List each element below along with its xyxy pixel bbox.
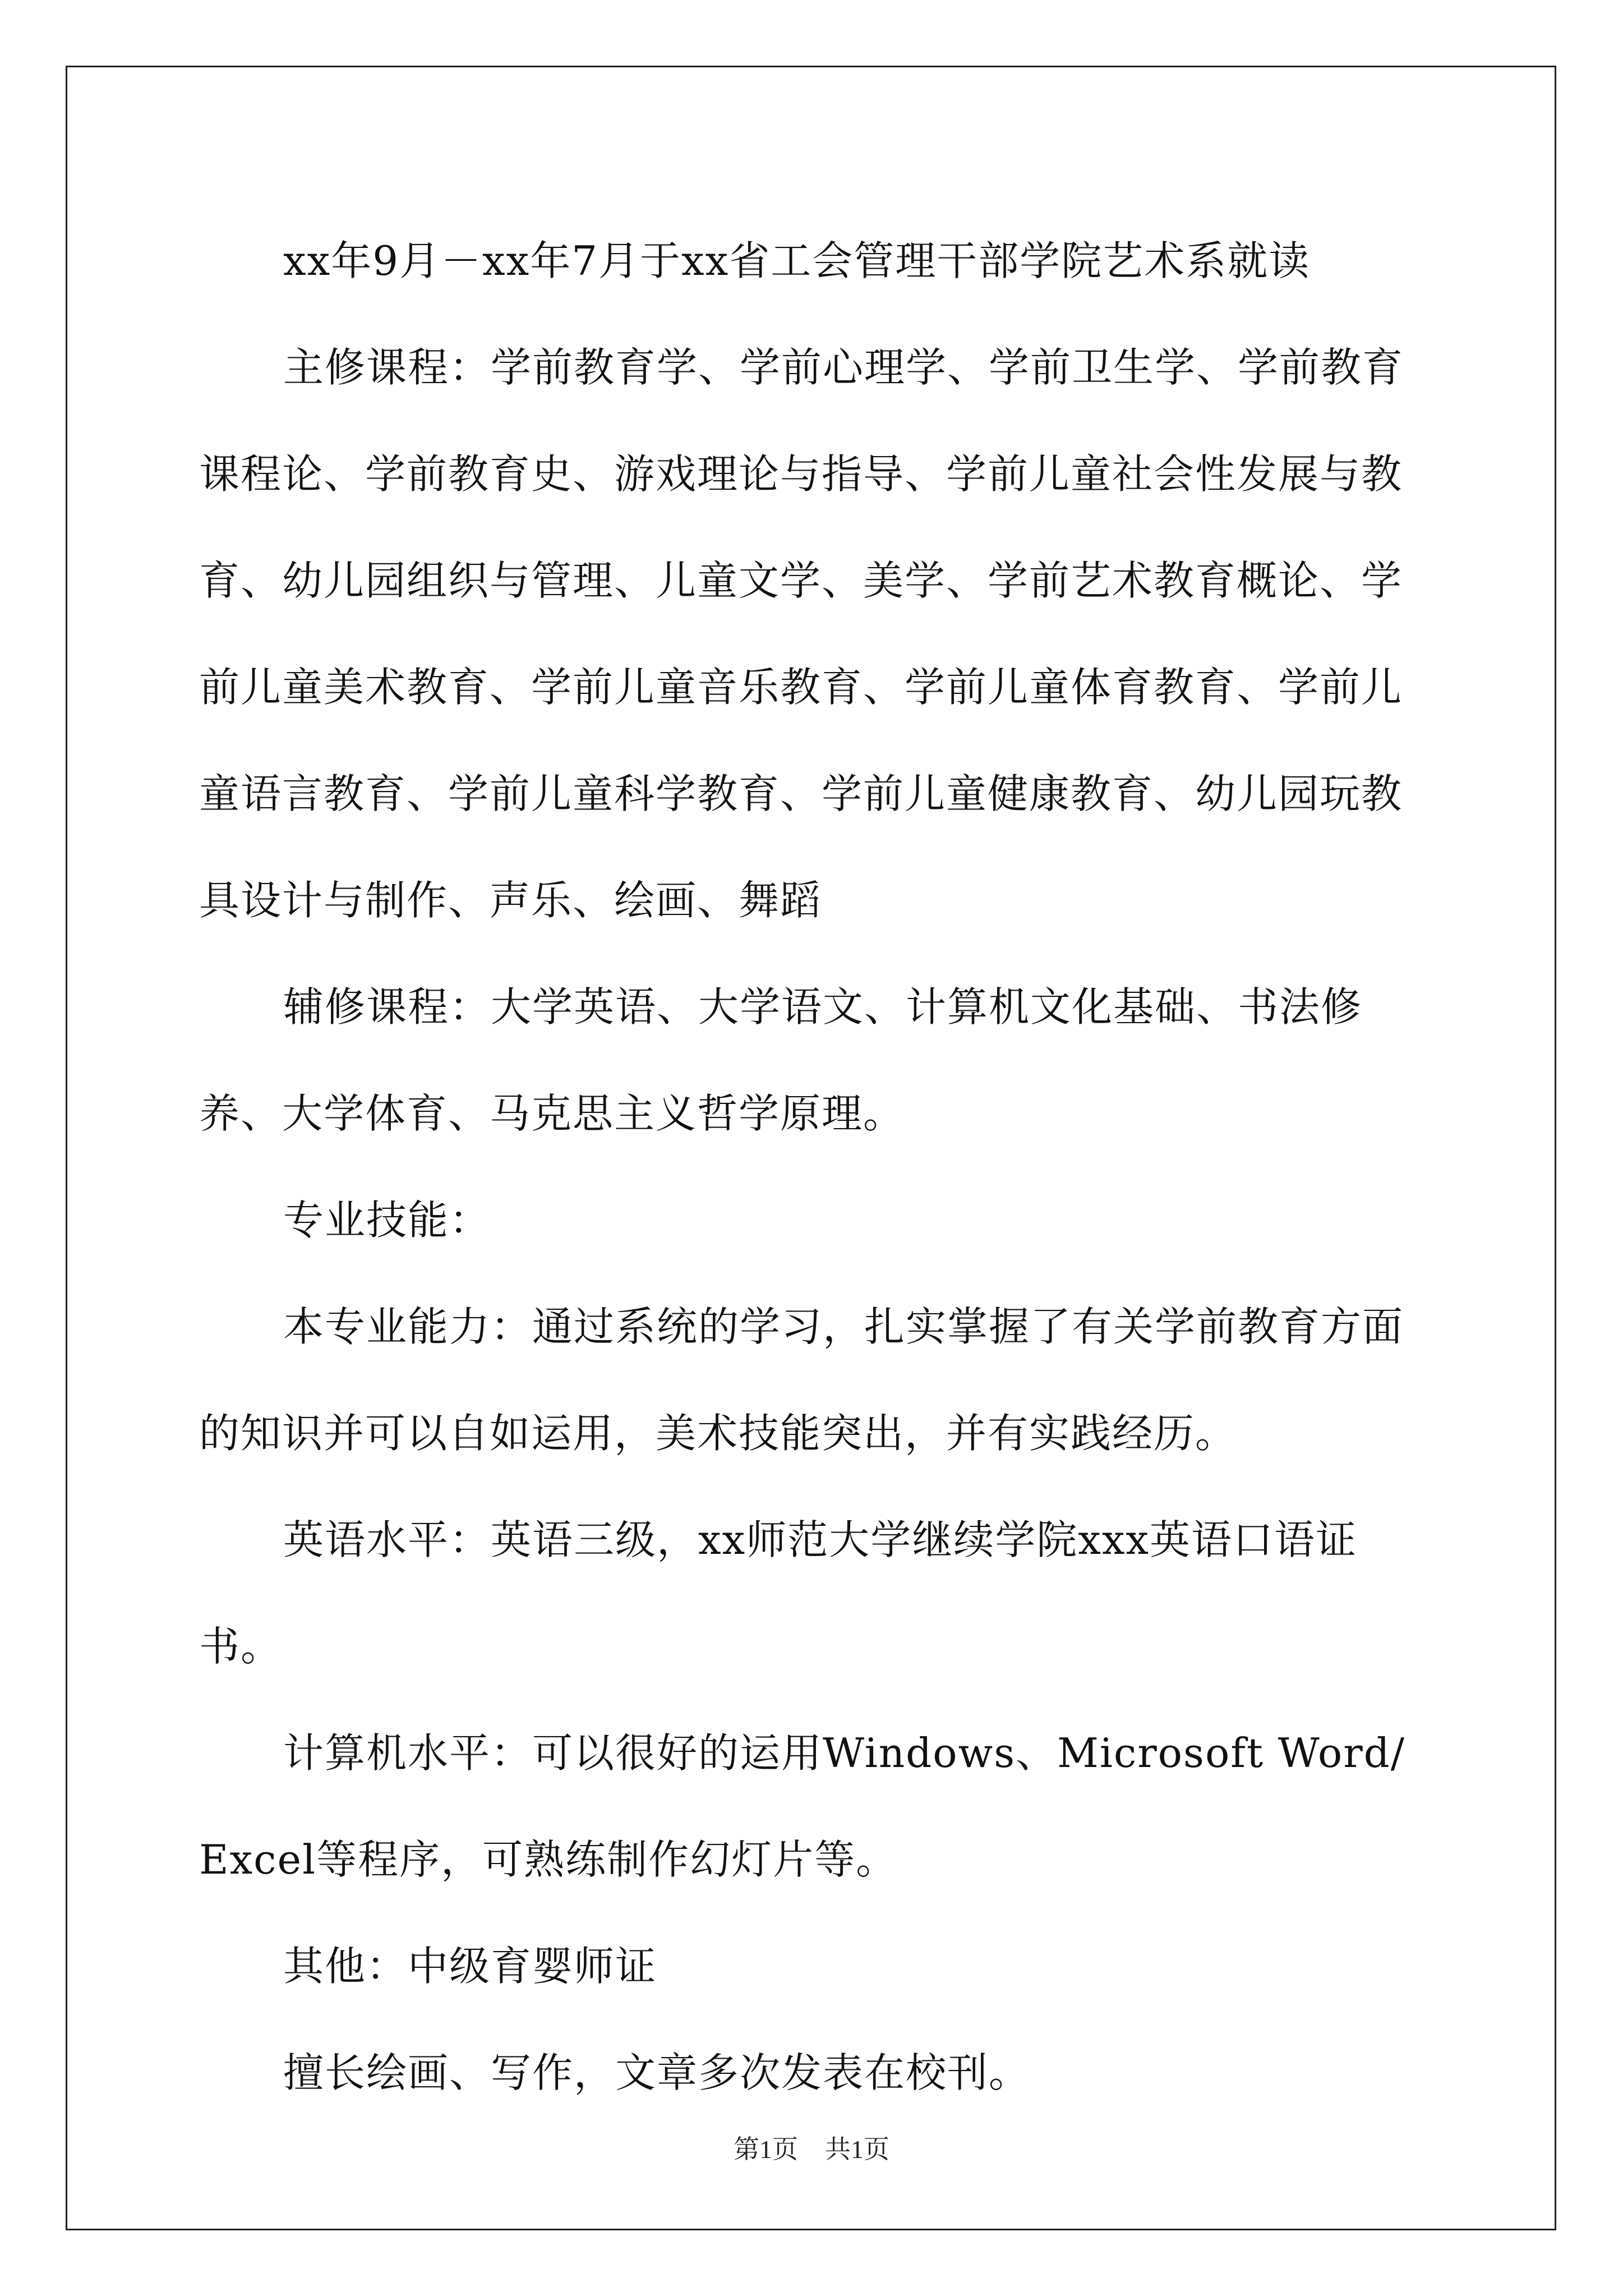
skills-heading: 专业技能： — [283, 1197, 491, 1244]
page-footer — [0, 2129, 1623, 2166]
minor-courses-paragraph: 辅修课程：大学英语、大学语文、计算机文化基础、书法修养、大学体育、马克思主义哲学原理。 — [199, 983, 1363, 1137]
other-certificates-paragraph: 其他：中级育婴师证 — [283, 1943, 657, 1990]
document-body — [199, 208, 1433, 2126]
english-level-paragraph: 英语水平：英语三级，xx师范大学继续学院xxx英语口语证书。 — [199, 1516, 1358, 1670]
major-courses-paragraph: 主修课程：学前教育学、学前心理学、学前卫生学、学前教育课程论、学前教育史、游戏理论与指导、学前儿童社会性发展与教育、幼儿园组织与管理、儿童文学、美学、学前艺术教育概论、学前儿童美术教育、学前儿童音乐教育、学前儿童体育教育、学前儿童语言教育、学前儿童科学教育、学前儿童健康教育、幼儿园玩教具设计与制作、声乐、绘画、舞蹈 — [199, 344, 1404, 924]
page-number: 第1页 — [734, 2135, 798, 2164]
professional-ability-paragraph: 本专业能力：通过系统的学习，扎实掌握了有关学前教育方面的知识并可以自如运用，美术技能突出，并有实践经历。 — [199, 1303, 1404, 1457]
strengths-paragraph: 擅长绘画、写作，文章多次发表在校刊。 — [283, 2049, 1031, 2096]
computer-level-paragraph: 计算机水平：可以很好的运用Windows、Microsoft Word/Excel等程序，可熟练制作幻灯片等。 — [199, 1729, 1405, 1883]
page-total: 共1页 — [825, 2135, 889, 2164]
education-period-paragraph: xx年9月－xx年7月于xx省工会管理干部学院艺术系就读 — [283, 237, 1311, 284]
